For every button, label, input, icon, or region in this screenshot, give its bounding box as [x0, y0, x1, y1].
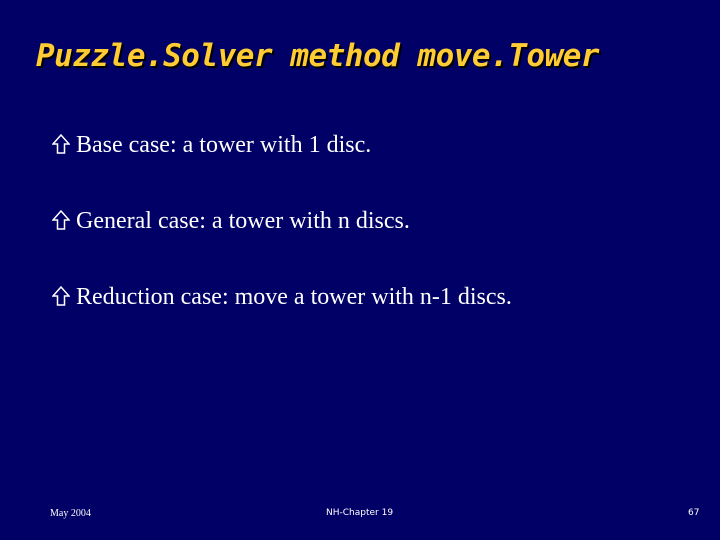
footer-page-number: 67 — [688, 508, 700, 518]
footer-date: May 2004 — [50, 508, 91, 519]
bullet-item-general-case — [52, 203, 512, 239]
footer-chapter: NH-Chapter 19 — [326, 508, 394, 518]
bullet-item-reduction-case — [52, 279, 512, 315]
slide-title: Puzzle.Solver method move.Tower — [36, 38, 600, 74]
bullet-list — [52, 127, 512, 355]
hollow-up-arrow-icon — [52, 134, 70, 154]
bullet-text: General case: a tower with n discs. — [76, 207, 410, 234]
bullet-text: Base case: a tower with 1 disc. — [76, 131, 372, 158]
hollow-up-arrow-icon — [52, 210, 70, 230]
bullet-text: Reduction case: move a tower with n-1 discs. — [76, 283, 512, 310]
bullet-item-base-case — [52, 127, 512, 163]
hollow-up-arrow-icon — [52, 286, 70, 306]
